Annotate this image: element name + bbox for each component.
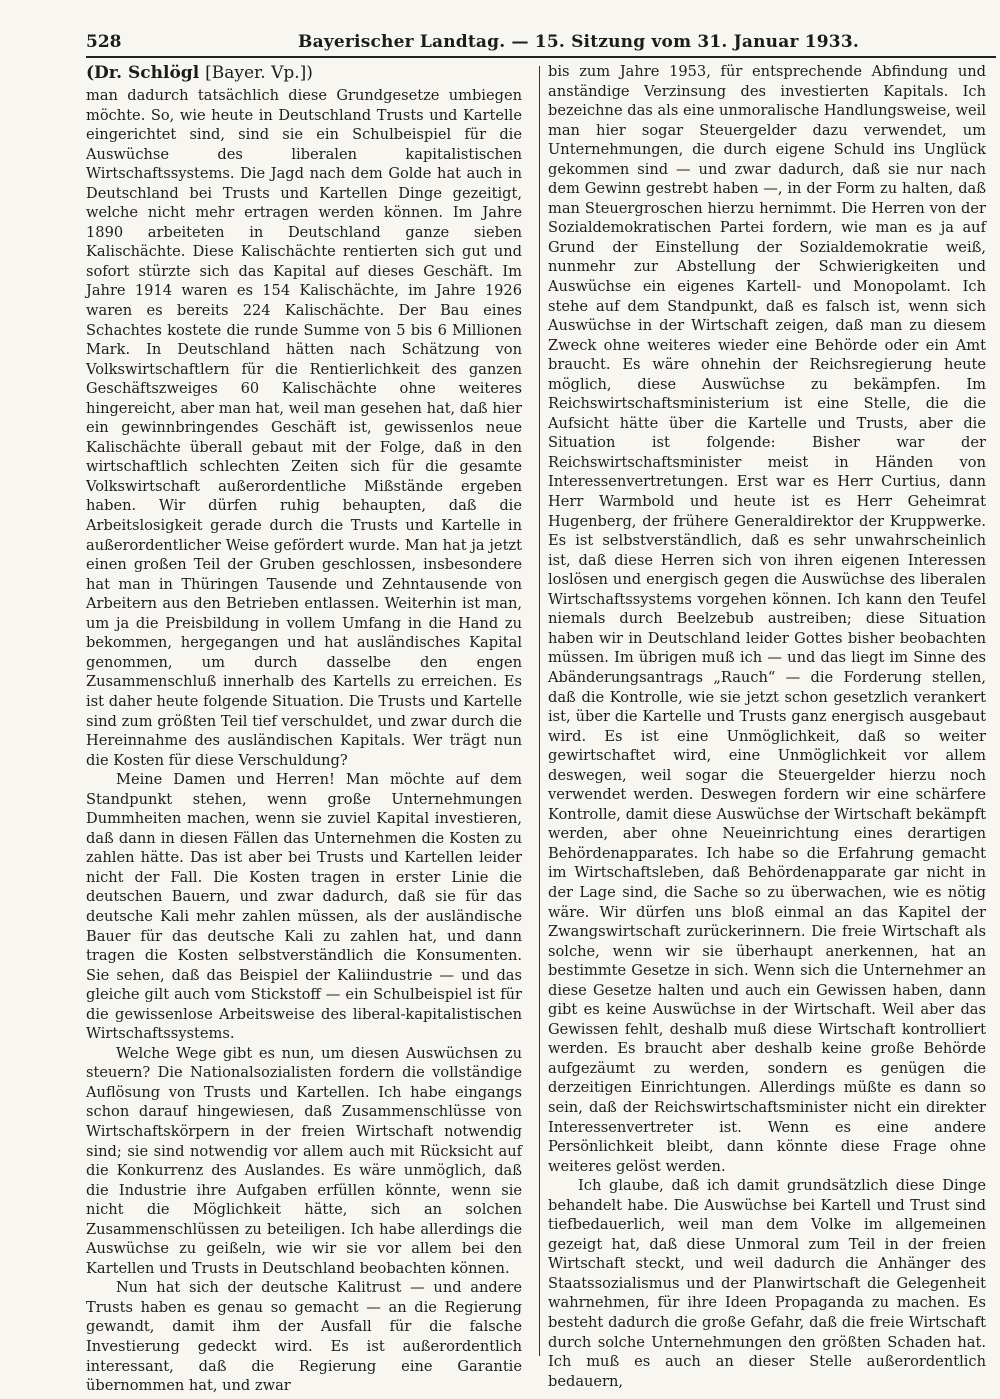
page-number: 528 bbox=[86, 32, 122, 52]
paragraph: Meine Damen und Herren! Man möchte auf dem Standpunkt stehen, wenn große Unternehmungen Dummheiten machen, wenn sie zuviel Kapital investieren, daß dann in diesen Fällen das Unternehmen die Kosten zu zahlen hätte. Das ist aber bei Trusts und Kartellen leider nicht der Fall. Die Kosten tragen in erster Linie die deutschen Bauern, und zwar dadurch, daß sie für das deutsche Kali mehr zahlen müssen, als der ausländische Bauer für das deutsche Kali zu zahlen hat, und dann tragen die Kosten selbstverständlich die Konsumenten. Sie sehen, daß das Beispiel der Kaliindustrie — und das gleiche gilt auch vom Stickstoff — ein Schulbeispiel ist für die gewissenlose Arbeitsweise des liberal-kapitalistischen Wirtschaftssystems. bbox=[86, 771, 522, 1043]
page-header bbox=[86, 28, 976, 58]
speaker-line bbox=[86, 62, 522, 84]
paragraph: Welche Wege gibt es nun, um diesen Auswüchsen zu steuern? Die Nationalsozialisten fordern die vollständige Auflösung von Trusts und Kartellen. Ich habe eingangs schon darauf hingewiesen, daß Zusammenschlüsse von Wirtschaftskörpern in der freien Wirtschaft notwendig sind; sie sind notwendig vor allem auch mit Rücksicht auf die Konkurrenz des Auslandes. Es wäre unmöglich, daß die Industrie ihre Aufgaben erfüllen könnte, wenn sie nicht die Möglichkeit hätte, sich an solchen Zusammenschlüssen zu beteiligen. Ich habe allerdings die Auswüchse zu geißeln, wie wir sie vor allem bei den Kartellen und Trusts in Deutschland beobachten können. bbox=[86, 1044, 522, 1277]
speaker-party: [Bayer. Vp.]) bbox=[205, 63, 313, 83]
paragraph: bis zum Jahre 1953, für entsprechende Abfindung und anständige Verzinsung des investierten Kapitals. Ich bezeichne das als eine unmoralische Handlungsweise, weil man hier sogar Steuergelder dazu verwendet, um Unternehmungen, die durch eigene Schuld ins Unglück gekommen sind — und zwar dadurch, daß sie nur nach dem Gewinn gestrebt haben —, in der Form zu halten, daß man Steuergroschen hierzu hernimmt. Die Herren von der Sozialdemokratischen Partei fordern, wie man es ja auf Grund der Einstellung der Sozialdemokratie weiß, nunmehr zur Abstellung der Schwierigkeiten und Auswüchse ein eigenes Kartell- und Monopolamt. Ich stehe auf dem Standpunkt, daß es falsch ist, wenn sich Auswüchse in der Wirtschaft zeigen, daß man zu diesem Zweck ohne weiteres wieder eine Behörde oder ein Amt braucht. Es wäre ohnehin der Reichsregierung heute möglich, diese Auswüchse zu bekämpfen. Im Reichswirtschaftsministerium ist eine Stelle, die die Aufsicht hätte über die Kartelle und Trusts, aber die Situation ist folgende: Bisher war der Reichswirtschaftsminister meist in Händen von Interessenvertretungen. Erst war es Herr Curtius, dann Herr Warmbold und heute ist es Herr Geheimrat Hugenberg, der frühere Generaldirektor der Kruppwerke. Es ist selbstverständlich, daß es sehr unwahrscheinlich ist, daß diese Herren sich von ihren eigenen Interessen loslösen und energisch gegen die Auswüchse des liberalen Wirtschaftssystems vorgehen können. Ich kann den Teufel niemals durch Beelzebub austreiben; diese Situation haben wir in Deutschland leider Gottes bisher beobachten müssen. Im übrigen muß ich — und das liegt im Sinne des Abänderungsantrags „Rauch“ — die Forderung stellen, daß die Kontrolle, wie sie jetzt schon gesetzlich verankert ist, über die Kartelle und Trusts ganz energisch ausgebaut wird. Es ist eine Unmöglichkeit, daß so weiter gewirtschaftet wird, eine Unmöglichkeit vor allem deswegen, weil sogar die Steuergelder hierzu noch verwendet werden. Deswegen fordern wir eine schärfere Kontrolle, damit diese Auswüchse der Wirtschaft bekämpft werden, aber ohne Neueinrichtung eines derartigen Behördenapparates. Ich habe so die Erfahrung gemacht im Wirtschaftsleben, daß Behördenapparate gar nicht in der Lage sind, die Sache so zu überwachen, wie es nötig wäre. Wir dürfen uns bloß einmal an das Kapitel der Zwangswirtschaft zurückerinnern. Die freie Wirtschaft als solche, wenn wir sie überhaupt anerkennen, hat an bestimmte Gesetze in sich. Wenn sich die Unternehmer an diese Gesetze halten und auch ein Gewissen haben, dann gibt es keine Auswüchse in der Wirtschaft. Weil aber das Gewissen fehlt, deshalb muß diese Wirtschaft kontrolliert werden. Es braucht aber deshalb keine große Behörde aufgezäumt zu werden, sondern es genügen die derzeitigen Einrichtungen. Allerdings müßte es dann so sein, daß der Reichswirtschaftsminister nicht ein direkter Interessenvertreter ist. Wenn es eine andere Persönlichkeit bleibt, dann könnte diese Frage ohne weiteres gelöst werden. bbox=[548, 63, 986, 1175]
header-rule bbox=[86, 56, 996, 58]
paragraph: Nun hat sich der deutsche Kalitrust — und andere Trusts haben es genau so gemacht — an die Regierung gewandt, damit ihm der Ausfall für die falsche Investierung gedeckt wird. Es ist außerordentlich interessant, daß die Regierung eine Garantie übernommen hat, und zwar bbox=[86, 1279, 522, 1395]
paragraph: Ich glaube, daß ich damit grundsätzlich diese Dinge behandelt habe. Die Auswüchse bei Kartell und Trust sind tiefbedauerlich, weil man dem Volke im allgemeinen gezeigt hat, daß diese Unmoral zum Teil in der freien Wirtschaft steckt, und weil dadurch die Anhänger des Staatssozialismus und der Planwirtschaft die Gelegenheit wahrnehmen, für ihre Ideen Propaganda zu machen. Es besteht dadurch die große Gefahr, daß die freie Wirtschaft durch solche Unternehmungen den größten Schaden hat. Ich muß es auch an dieser Stelle außerordentlich bedauern, bbox=[548, 1177, 986, 1390]
right-column bbox=[548, 62, 986, 1391]
speaker-name: (Dr. Schlögl bbox=[86, 63, 200, 83]
column-divider bbox=[539, 66, 540, 1356]
paragraph: man dadurch tatsächlich diese Grundgesetze umbiegen möchte. So, wie heute in Deutschland Trusts und Kartelle eingerichtet sind, sind sie ein Schulbeispiel für die Auswüchse des liberalen kapitalistischen Wirtschaftssystems. Die Jagd nach dem Golde hat auch in Deutschland bei Trusts und Kartellen Dinge gezeitigt, welche nicht mehr ertragen werden können. Im Jahre 1890 arbeiteten in Deutschland ganze sieben Kalischächte. Diese Kalischächte rentierten sich gut und sofort stürzte sich das Kapital auf dieses Geschäft. Im Jahre 1914 waren es 154 Kalischächte, im Jahre 1926 waren es bereits 224 Kalischächte. Der Bau eines Schachtes kostete die runde Summe von 5 bis 6 Millionen Mark. In Deutschland hätten nach Schätzung von Volkswirtschaftlern für die Rentierlichkeit des ganzen Geschäftszweiges 60 Kalischächte ohne weiteres hingereicht, aber man hat, weil man gesehen hat, daß hier ein gewinnbringendes Geschäft ist, gewissenlos neue Kalischächte überall gebaut mit der Folge, daß in den wirtschaftlich schlechten Zeiten sich für die gesamte Volkswirtschaft außerordentliche Mißstände ergeben haben. Wir dürfen ruhig behaupten, daß die Arbeitslosigkeit gerade durch die Trusts und Kartelle in außerordentlicher Weise gefördert wurde. Man hat ja jetzt einen großen Teil der Gruben geschlossen, insbesondere hat man in Thüringen Tausende und Zehntausende von Arbeitern aus den Betrieben entlassen. Weiterhin ist man, um ja die Preisbildung in vollem Umfang in die Hand zu bekommen, hergegangen und hat ausländisches Kapital genommen, um durch dasselbe den engen Zusammenschluß innerhalb des Kartells zu erreichen. Es ist daher heute folgende Situation. Die Trusts und Kartelle sind zum größten Teil tief verschuldet, und zwar durch die Hereinnahme des ausländischen Kapitals. Wer trägt nun die Kosten für diese Verschuldung? bbox=[86, 87, 522, 769]
left-column bbox=[86, 62, 522, 1396]
running-head: Bayerischer Landtag. — 15. Sitzung vom 31. Januar 1933. bbox=[298, 32, 859, 52]
